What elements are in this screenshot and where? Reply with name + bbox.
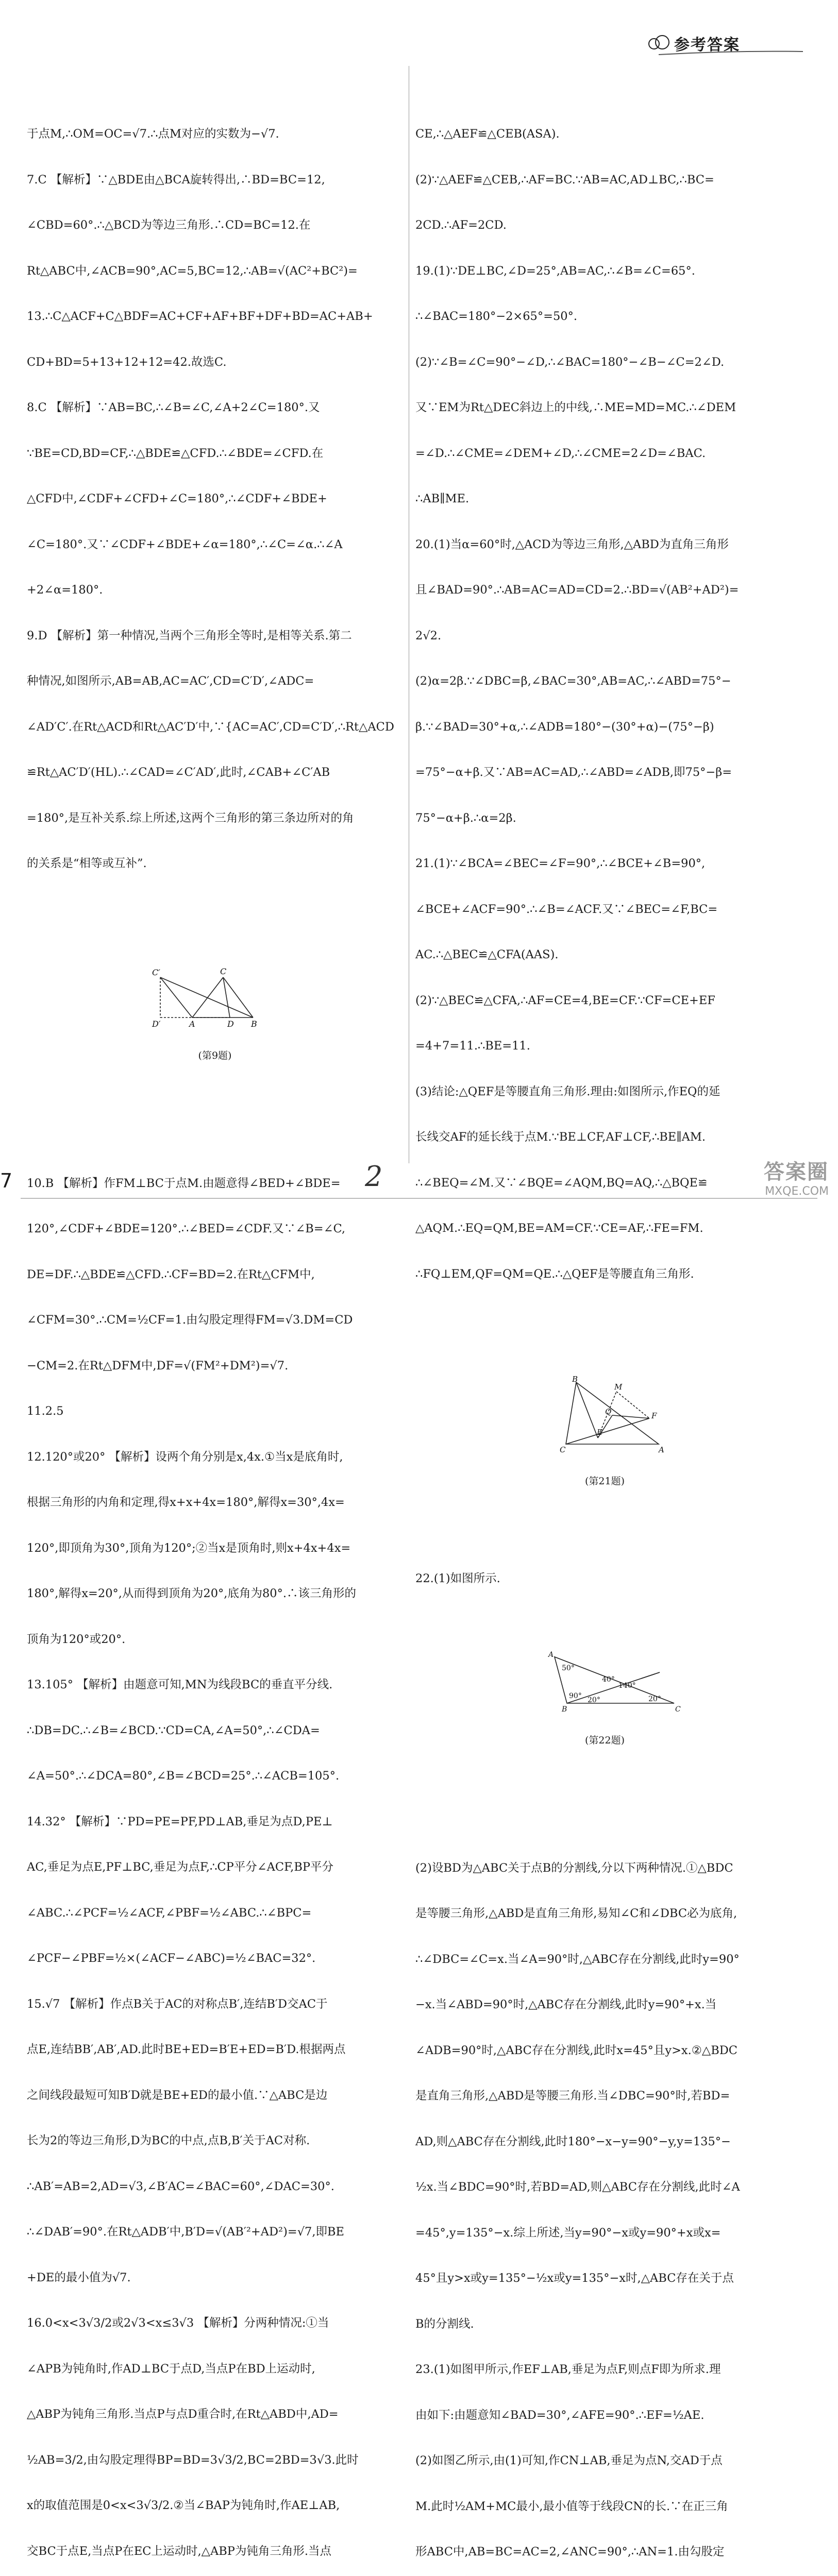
left-lines-a: [27, 96, 403, 902]
text-line: 13.105° 【解析】由题意可知,MN为线段BC的垂直平分线.: [27, 1677, 403, 1693]
text-line: 交BC于点E,当点P在EC上运动时,△ABP为钝角三角形.当点: [27, 2544, 403, 2560]
text-line: AD,则△ABC存在分割线,此时180°−x−y=90°−y,y=135°−: [415, 2134, 794, 2150]
fig22-angle: 20°: [588, 1696, 600, 1704]
fig9-label: D: [227, 1019, 234, 1029]
watermark-logo: 答案圈: [764, 1156, 829, 1185]
text-line: 8.C 【解析】∵AB=BC,∴∠B=∠C,∠A+2∠C=180°.又: [27, 400, 403, 416]
text-line: 点E,连结BB′,AB′,AD.此时BE+ED=B′E+ED=B′D.根据两点: [27, 2042, 403, 2058]
text-line: △CFD中,∠CDF+∠CFD+∠C=180°,∴∠CDF+∠BDE+: [27, 492, 403, 507]
text-line: +2∠α=180°.: [27, 583, 403, 598]
text-line: (2)∵∠B=∠C=90°−∠D,∴∠BAC=180°−∠B−∠C=2∠D.: [415, 355, 794, 370]
text-line: =∠D.∴∠CME=∠DEM+∠D,∴∠CME=2∠D=∠BAC.: [415, 446, 794, 462]
fig21-label: F: [651, 1411, 657, 1420]
text-line: =180°,是互补关系.综上所述,这两个三角形的第三条边所对的角: [27, 811, 403, 826]
fig9-label: C′: [152, 968, 160, 977]
fig21-label: A: [658, 1445, 664, 1454]
text-line: ∴∠DBC=∠C=x.当∠A=90°时,△ABC存在分割线,此时y=90°: [415, 1952, 794, 1968]
text-line: 15.√7 【解析】作点B关于AC的对称点B′,连结B′D交AC于: [27, 1997, 403, 2012]
right-lines-a: [415, 96, 794, 1312]
text-line: (3)结论:△QEF是等腰直角三角形.理由:如图所示,作EQ的延: [415, 1084, 794, 1100]
fig22-angle: 40°: [602, 1675, 615, 1684]
text-line: ∴AB′=AB=2,AD=√3,∠B′AC=∠BAC=60°,∠DAC=30°.: [27, 2179, 403, 2195]
fig9-label: A: [188, 1019, 195, 1029]
text-line: 是等腰三角形,△ABD是直角三角形,易知∠C和∠DBC必为底角,: [415, 1906, 794, 1922]
bottom-rule: [21, 1198, 817, 1199]
text-line: β.∵∠BAD=30°+α,∴∠ADB=180°−(30°+α)−(75°−β): [415, 720, 794, 735]
right-lines-b: [415, 1831, 794, 2576]
text-line: 2√2.: [415, 629, 794, 644]
text-line: 13.∴C△ACF+C△BDF=AC+CF+AF+BF+DF+BD=AC+AB+: [27, 309, 403, 325]
fig9-label: C: [220, 967, 226, 976]
text-line: ∴AB∥ME.: [415, 492, 794, 507]
text-line: 长为2的等边三角形,D为BC的中点,点B,B′关于AC对称.: [27, 2133, 403, 2149]
text-line: △AQM.∴EQ=QM,BE=AM=CF.∵CE=AF,∴FE=FM.: [415, 1221, 794, 1236]
text-line: 45°且y>x或y=135°−½x或y=135°−x时,△ABC存在关于点: [415, 2271, 794, 2286]
text-line: (2)如图乙所示,由(1)可知,作CN⊥AB,垂足为点N,交AD于点: [415, 2453, 794, 2469]
header-circles-icon: [648, 35, 669, 52]
text-line: 2CD.∴AF=2CD.: [415, 218, 794, 233]
text-line: ∠ADB=90°时,△ABC存在分割线,此时x=45°且y>x.②△BDC: [415, 2043, 794, 2059]
text-line: 16.0<x<3√3/2或2√3<x≤3√3 【解析】分两种情况:①当: [27, 2316, 403, 2331]
text-line: 19.(1)∵DE⊥BC,∠D=25°,AB=AC,∴∠B=∠C=65°.: [415, 264, 794, 279]
figure-21: [415, 1362, 794, 1520]
text-line: 23.(1)如图甲所示,作EF⊥AB,垂足为点F,则点F即为所求.理: [415, 2362, 794, 2378]
text-line: 11.2.5: [27, 1404, 403, 1419]
text-line: ∠BCE+∠ACF=90°.∴∠B=∠ACF.又∵∠BEC=∠F,BC=: [415, 902, 794, 918]
figure-21-diagram: [556, 1377, 669, 1454]
fig9-label: B: [250, 1019, 257, 1029]
text-line: 又∵EM为Rt△DEC斜边上的中线,∴ME=MD=MC.∴∠DEM: [415, 400, 794, 416]
fig22-label: C: [675, 1705, 681, 1714]
fig22-label: A: [547, 1651, 554, 1659]
fig22-angle: 90°: [569, 1692, 582, 1700]
text-line: ≌Rt△AC′D′(HL).∴∠CAD=∠C′AD′,此时,∠CAB+∠C′AB: [27, 765, 403, 781]
text-line: 9.D 【解析】第一种情况,当两个三角形全等时,是相等关系.第二: [27, 629, 403, 644]
fig22-angle: 140°: [618, 1682, 636, 1690]
fig21-label: B: [572, 1375, 578, 1384]
figure-9-diagram: [145, 967, 299, 1029]
right-column: [415, 66, 794, 2576]
text-line: ∠ABC.∴∠PCF=½∠ACF,∠PBF=½∠ABC.∴∠BPC=: [27, 1906, 403, 1921]
text-line: ∴DB=DC.∴∠B=∠BCD.∵CD=CA,∠A=50°,∴∠CDA=: [27, 1723, 403, 1739]
text-line: (2)α=2β.∵∠DBC=β,∠BAC=30°,AB=AC,∴∠ABD=75°−: [415, 674, 794, 689]
text-line: 120°,即顶角为30°,顶角为120°;②当x是顶角时,则x+4x+4x=: [27, 1541, 403, 1556]
left-column: [27, 66, 403, 2576]
figure-22-diagram: [540, 1652, 684, 1714]
fig21-label: Q: [605, 1407, 611, 1416]
text-line: (2)∵△AEF≌△CEB,∴AF=BC.∵AB=AC,AD⊥BC,∴BC=: [415, 173, 794, 188]
fig21-label: E: [596, 1428, 602, 1437]
fig21-label: M: [614, 1382, 623, 1392]
text-line: ∴∠DAB′=90°.在Rt△ADB′中,B′D=√(AB′²+AD²)=√7,即BE: [27, 2225, 403, 2240]
text-line: 之间线段最短可知B′D就是BE+ED的最小值.∵△ABC是边: [27, 2088, 403, 2104]
figure-22: [415, 1636, 794, 1778]
text-line: +DE的最小值为√7.: [27, 2270, 403, 2286]
text-line: 7.C 【解析】∵△BDE由△BCA旋转得出,∴BD=BC=12,: [27, 173, 403, 188]
text-line: 20.(1)当α=60°时,△ACD为等边三角形,△ABD为直角三角形: [415, 537, 794, 553]
fig22-angle: 50°: [562, 1664, 575, 1672]
text-line: AC,垂足为点E,PF⊥BC,垂足为点F,∴CP平分∠ACF,BP平分: [27, 1860, 403, 1875]
text-line: 顶角为120°或20°.: [27, 1632, 403, 1648]
handwritten-number: 2: [365, 1160, 382, 1193]
text-line: 种情况,如图所示,AB=AB,AC=AC′,CD=C′D′,∠ADC=: [27, 674, 403, 689]
figure-22-caption: (第22题): [415, 1733, 794, 1749]
figure-9: [27, 952, 403, 1094]
text-line: −x.当∠ABD=90°时,△ABC存在分割线,此时y=90°+x.当: [415, 1997, 794, 2013]
text-line: 180°,解得x=20°,从而得到顶角为20°,底角为80°.∴该三角形的: [27, 1586, 403, 1602]
text-line: 形ABC中,AB=BC=AC=2,∠ANC=90°,∴AN=1.由勾股定: [415, 2545, 794, 2560]
text-line: 120°,∠CDF+∠BDE=120°.∴∠BED=∠CDF.又∵∠B=∠C,: [27, 1222, 403, 1237]
fig22-label: B: [561, 1705, 567, 1714]
text-line: 于点M,∴OM=OC=√7.∴点M对应的实数为−√7.: [27, 127, 403, 142]
text-line: ∠C=180°.又∵∠CDF+∠BDE+∠α=180°,∴∠C=∠α.∴∠A: [27, 537, 403, 553]
text-line: 10.B 【解析】作FM⊥BC于点M.由题意得∠BED+∠BDE=: [27, 1176, 403, 1192]
fig9-label: D′: [152, 1019, 161, 1029]
text-line: M.此时½AM+MC最小,最小值等于线段CN的长.∵在正三角: [415, 2499, 794, 2515]
text-line: 75°−α+β.∴α=2β.: [415, 811, 794, 826]
text-line: DE=DF.∴△BDE≌△CFD.∴CF=BD=2.在Rt△CFM中,: [27, 1267, 403, 1283]
text-line: ∴FQ⊥EM,QF=QM=QE.∴△QEF是等腰直角三角形.: [415, 1267, 794, 1282]
text-line: 的关系是“相等或互补”.: [27, 856, 403, 872]
fig22-angle: 20°: [648, 1695, 661, 1703]
left-lines-b: [27, 1146, 403, 2576]
text-line: =4+7=11.∴BE=11.: [415, 1039, 794, 1054]
text-line: CD+BD=5+13+12+12=42.故选C.: [27, 355, 403, 370]
text-line: ∠PCF−∠PBF=½×(∠ACF−∠ABC)=½∠BAC=32°.: [27, 1951, 403, 1967]
figure-21-caption: (第21题): [415, 1474, 794, 1489]
header-title: 参考答案: [674, 32, 740, 55]
text-line: 由如下:由题意知∠BAD=30°,∠AFE=90°.∴EF=½AE.: [415, 2408, 794, 2424]
text-line: ∠APB为钝角时,作AD⊥BC于点D,当点P在BD上运动时,: [27, 2362, 403, 2377]
text-line: 14.32° 【解析】∵PD=PE=PF,PD⊥AB,垂足为点D,PE⊥: [27, 1815, 403, 1830]
text-line: −CM=2.在Rt△DFM中,DF=√(FM²+DM²)=√7.: [27, 1359, 403, 1374]
text-line: 长线交AF的延长线于点M.∵BE⊥CF,AF⊥CF,∴BE∥AM.: [415, 1130, 794, 1145]
text-line: x的取值范围是0<x<3√3/2.②当∠BAP为钝角时,作AE⊥AB,: [27, 2498, 403, 2514]
fig21-label: C: [560, 1445, 566, 1454]
text-line: ½AB=3/2,由勾股定理得BP=BD=3√3/2,BC=2BD=3√3.此时: [27, 2453, 403, 2468]
text-line: ∵BE=CD,BD=CF,∴△BDE≌△CFD.∴∠BDE=∠CFD.在: [27, 446, 403, 462]
text-line: ∴∠BEQ=∠M.又∵∠BQE=∠AQM,BQ=AQ,∴△BQE≌: [415, 1176, 794, 1191]
text-line: 12.120°或20° 【解析】设两个角分别是x,4x.①当x是底角时,: [27, 1450, 403, 1465]
text-line: =75°−α+β.又∵AB=AC=AD,∴∠ABD=∠ADB,即75°−β=: [415, 765, 794, 781]
text-line: ∠CFM=30°.∴CM=½CF=1.由勾股定理得FM=√3.DM=CD: [27, 1313, 403, 1328]
header-swoosh-icon: [659, 50, 803, 56]
text-line: 是直角三角形,△ABD是等腰三角形.当∠DBC=90°时,若BD=: [415, 2089, 794, 2104]
text-line: (2)∵△BEC≌△CFA,∴AF=CE=4,BE=CF.∵CF=CE+EF: [415, 993, 794, 1009]
text-line: 21.(1)∵∠BCA=∠BEC=∠F=90°,∴∠BCE+∠B=90°,: [415, 856, 794, 872]
text-line: △ABP为钝角三角形.当点P与点D重合时,在Rt△ABD中,AD=: [27, 2407, 403, 2422]
text-line: 根据三角形的内角和定理,得x+x+4x=180°,解得x=30°,4x=: [27, 1495, 403, 1511]
text-line: 且∠BAD=90°.∴AB=AC=AD=CD=2.∴BD=√(AB²+AD²)=: [415, 583, 794, 598]
text-line: AC.∴△BEC≌△CFA(AAS).: [415, 947, 794, 963]
text-line: Rt△ABC中,∠ACB=90°,AC=5,BC=12,∴AB=√(AC²+BC²)=: [27, 264, 403, 279]
q22-intro: 22.(1)如图所示.: [415, 1571, 794, 1587]
text-line: ∴∠BAC=180°−2×65°=50°.: [415, 309, 794, 325]
text-line: (2)设BD为△ABC关于点B的分割线,分以下两种情况.①△BDC: [415, 1861, 794, 1876]
text-line: ∠AD′C′.在Rt△ACD和Rt△AC′D′中,∵{AC=AC′,CD=C′D′,∴Rt△ACD: [27, 720, 403, 735]
text-line: CE,∴△AEF≌△CEB(ASA).: [415, 127, 794, 142]
text-line: ∠CBD=60°.∴△BCD为等边三角形.∴CD=BC=12.在: [27, 218, 403, 233]
text-line: ½x.当∠BDC=90°时,若BD=AD,则△ABC存在分割线,此时∠A: [415, 2180, 794, 2195]
text-line: =45°,y=135°−x.综上所述,当y=90°−x或y=90°+x或x=: [415, 2226, 794, 2241]
text-line: B的分割线.: [415, 2317, 794, 2332]
watermark-url: MXQE.COM: [764, 1185, 829, 1198]
text-line: ∠A=50°.∴∠DCA=80°,∠B=∠BCD=25°.∴∠ACB=105°.: [27, 1769, 403, 1784]
header-badge: [648, 32, 740, 55]
watermark: [764, 1156, 829, 1198]
page-number: 7: [0, 1170, 12, 1192]
figure-9-caption: (第9题): [27, 1048, 403, 1064]
